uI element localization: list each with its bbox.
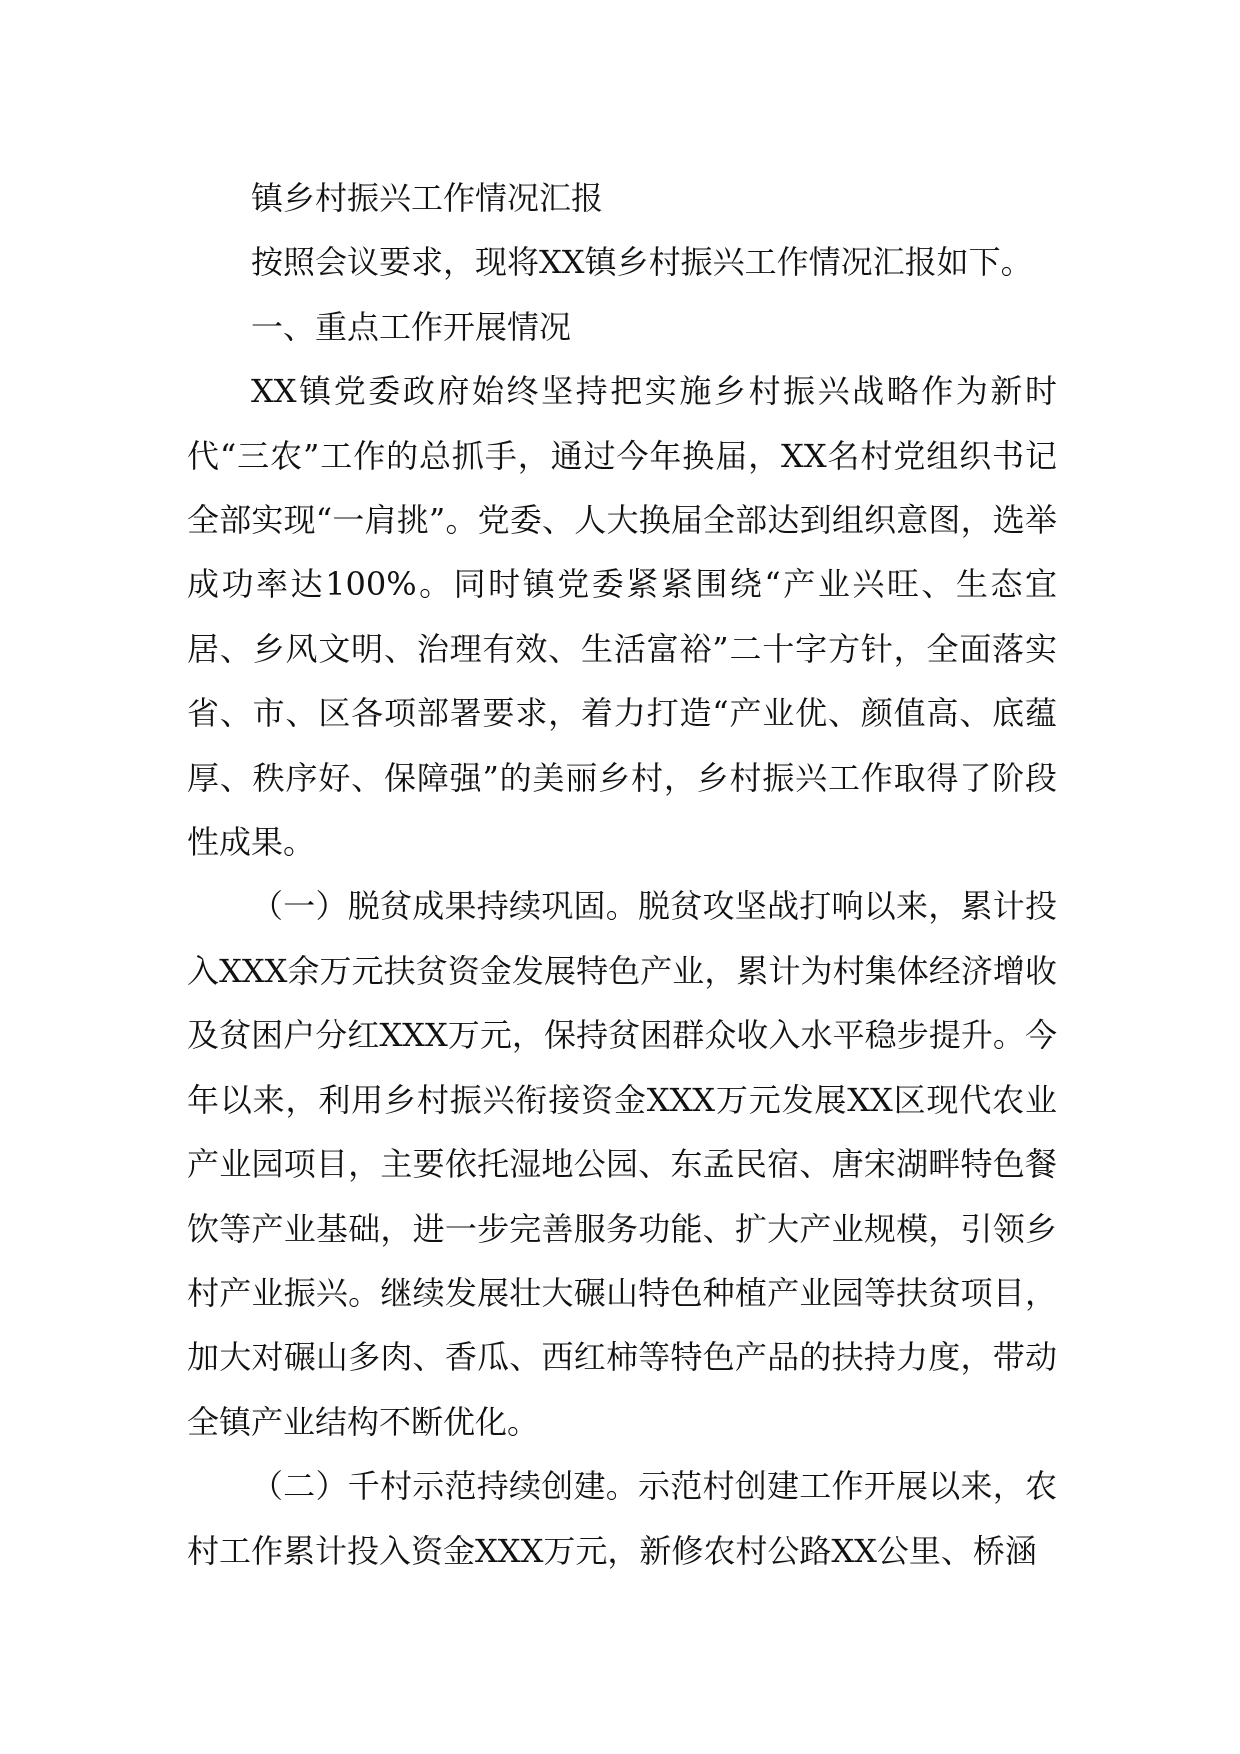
document-title: 镇乡村振兴工作情况汇报: [251, 179, 604, 217]
intro-paragraph: 按照会议要求，现将XX镇乡村振兴工作情况汇报如下。: [251, 243, 1033, 282]
section-heading: 一、重点工作开展情况: [251, 307, 572, 346]
item-paragraph-two: （二）千村示范持续创建。示范村创建工作开展以来，农村工作累计投入资金XXX万元，新修农村公路XX公里、桥涵: [187, 1467, 1057, 1570]
document-body: [187, 166, 1057, 1583]
body-paragraph: XX镇党委政府始终坚持把实施乡村振兴战略作为新时代“三农”工作的总抓手，通过今年换届，XX名村党组织书记全部实现“一肩挑”。党委、人大换届全部达到组织意图，选举成功率达100%。同时镇党委紧紧围绕“产业兴旺、生态宜居、乡风文明、治理有效、生活富裕”二十字方针，全面落实省、市、区各项部署要求，着力打造“产业优、颜值高、底蕴厚、秩序好、保障强”的美丽乡村，乡村振兴工作取得了阶段性成果。: [187, 372, 1057, 862]
item-paragraph-one: （一）脱贫成果持续巩固。脱贫攻坚战打响以来，累计投入XXX余万元扶贫资金发展特色产业，累计为村集体经济增收及贫困户分红XXX万元，保持贫困群众收入水平稳步提升。今年以来，利用乡村振兴衔接资金XXX万元发展XX区现代农业产业园项目，主要依托湿地公园、东孟民宿、唐宋湖畔特色餐饮等产业基础，进一步完善服务功能、扩大产业规模，引领乡村产业振兴。继续发展壮大碾山特色种植产业园等扶贫项目，加大对碾山多肉、香瓜、西红柿等特色产品的扶持力度，带动全镇产业结构不断优化。: [187, 887, 1057, 1441]
